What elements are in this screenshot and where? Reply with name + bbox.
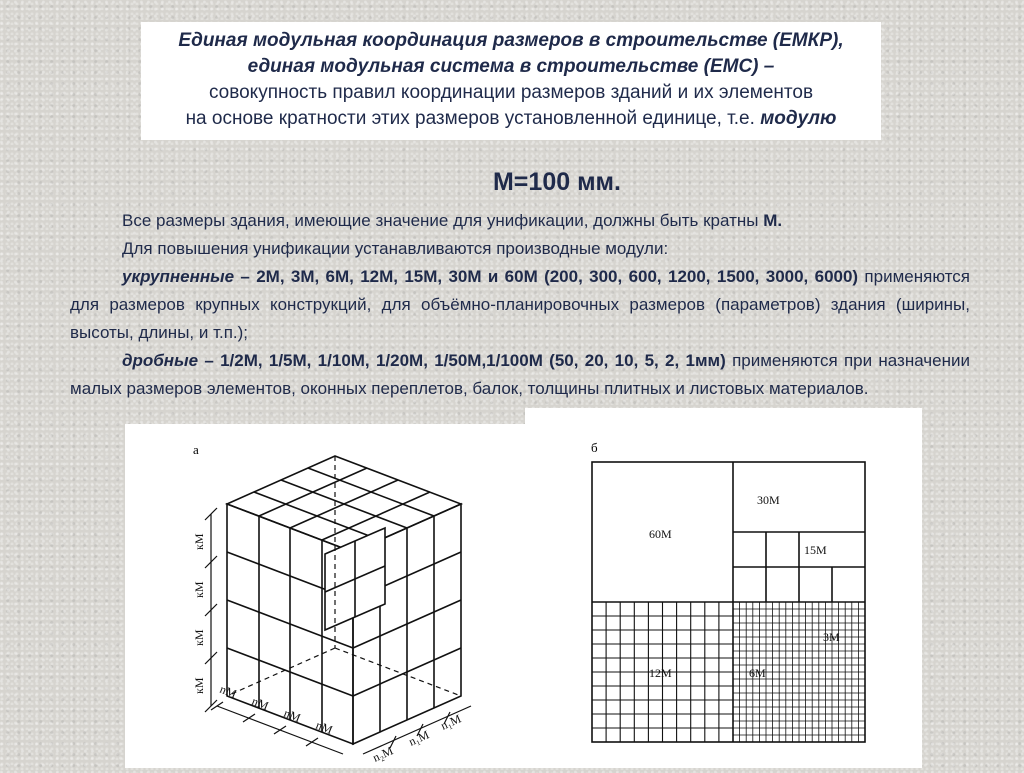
p3-term: укрупненные [122, 267, 235, 286]
title-line-2: единая модульная система в строительстве (ЕМС) – [247, 56, 775, 77]
bottom-label-3: nM [281, 705, 303, 726]
paragraph-2: Для повышения унификации устанавливаются производные модули: [122, 239, 669, 258]
vertical-label-2: кМ [192, 581, 206, 598]
figure-b-drawing [525, 408, 922, 768]
p4-rest: применяются при назначении малых размеров элементов, оконных переплетов, балок, толщины плитных и листовых материалов. [70, 351, 970, 398]
figure-b-label: б [591, 440, 598, 455]
paragraph-1 [70, 207, 970, 235]
paragraph-3 [70, 263, 970, 347]
title-line-4-emph: модулю [760, 108, 837, 129]
p1-emph: М. [763, 211, 783, 230]
title-line-3: совокупность правил координации размеров зданий и их элементов [208, 82, 814, 103]
p3-rest: применяются для размеров крупных конструкций, для объёмно-планировочных размеров (параметров) здания (ширины, высоты, длины, и т.п.); [70, 267, 970, 342]
right-label-1: n₂M [370, 743, 396, 765]
p1-prefix: Все размеры здания, имеющие значение для унификации, должны быть кратны [122, 211, 764, 230]
p3-values: – 2М, 3М, 6М, 12М, 15М, 30М и 60М (200, 300, 600, 1200, 1500, 3000, 6000) [234, 267, 859, 286]
figure-a-label: а [193, 442, 199, 457]
figure-a [125, 424, 525, 768]
title-line-4-prefix: на основе кратности этих размеров установленной единице, т.е. [185, 108, 761, 129]
right-label-2: n₁M [406, 727, 432, 749]
bottom-label-4: nM [313, 717, 335, 738]
p4-term: дробные [122, 351, 199, 370]
cell-6m-label: 6M [749, 666, 766, 680]
title-line-1: Единая модульная координация размеров в строительстве (ЕМКР), [178, 30, 844, 51]
cell-15m-label: 15M [804, 543, 827, 557]
figure-a-drawing [125, 424, 525, 768]
p4-values: – 1/2М, 1/5М, 1/10М, 1/20М, 1/50М,1/100М (50, 20, 10, 5, 2, 1мм) [198, 351, 726, 370]
paragraph-4 [70, 347, 970, 403]
right-label-3: n₁M [438, 711, 464, 733]
title-line-4 [141, 106, 881, 132]
body-text [70, 207, 970, 403]
title-box [141, 22, 881, 140]
cell-60m-label: 60M [649, 527, 672, 541]
bottom-label-2: nM [249, 693, 271, 714]
cell-12m-label: 12M [649, 666, 672, 680]
cell-30m-label: 30M [757, 493, 780, 507]
module-heading: М=100 мм. [492, 168, 621, 196]
vertical-label-4: кМ [192, 677, 206, 694]
vertical-label-1: кМ [192, 533, 206, 550]
vertical-label-3: кМ [192, 629, 206, 646]
figure-b [525, 408, 922, 768]
cell-3m-label: 3M [823, 630, 840, 644]
bottom-label-1: nM [217, 681, 239, 702]
